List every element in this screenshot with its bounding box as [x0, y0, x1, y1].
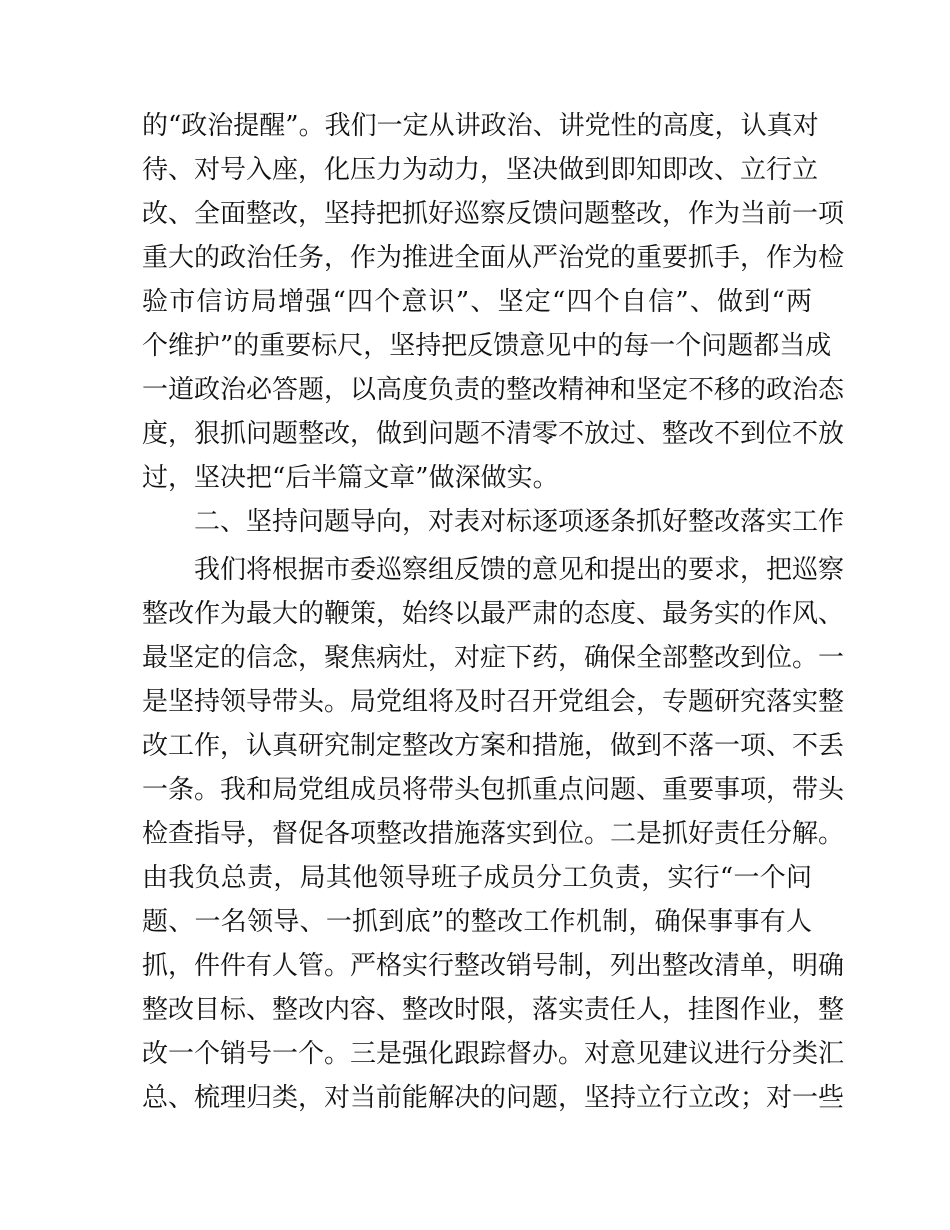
text-line: 待、对号入座，化压力为动力，坚决做到即知即改、立行立 — [142, 155, 819, 185]
text-line: 整改目标、整改内容、整改时限，落实责任人，挂图作业，整 — [142, 995, 845, 1025]
text-line: 的“政治提醒”。我们一定从讲政治、讲党性的高度，认真对 — [142, 111, 819, 141]
section-heading: 二、坚持问题导向，对表对标逐项逐条抓好整改落实工作 — [194, 507, 845, 537]
text-line: 过，坚决把“后半篇文章”做深做实。 — [142, 463, 559, 493]
text-line: 一道政治必答题，以高度负责的整改精神和坚定不移的政治态 — [142, 375, 845, 405]
text-line: 重大的政治任务，作为推进全面从严治党的重要抓手，作为检 — [142, 243, 845, 273]
text-line: 总、梳理归类，对当前能解决的问题，坚持立行立改；对一些 — [142, 1083, 845, 1113]
text-line: 改工作，认真研究制定整改方案和措施，做到不落一项、不丢 — [142, 731, 845, 761]
text-line: 我们将根据市委巡察组反馈的意见和提出的要求，把巡察 — [194, 555, 845, 585]
text-line: 最坚定的信念，聚焦病灶，对症下药，确保全部整改到位。一 — [142, 643, 845, 673]
text-line: 改一个销号一个。三是强化跟踪督办。对意见建议进行分类汇 — [142, 1039, 845, 1069]
text-line: 改、全面整改，坚持把抓好巡察反馈问题整改，作为当前一项 — [142, 199, 845, 229]
text-line: 验市信访局增强“四个意识”、坚定“四个自信”、做到“两 — [142, 287, 812, 317]
text-line: 一条。我和局党组成员将带头包抓重点问题、重要事项，带头 — [142, 775, 845, 805]
text-line: 整改作为最大的鞭策，始终以最严肃的态度、最务实的作风、 — [142, 599, 845, 629]
text-line: 题、一名领导、一抓到底”的整改工作机制，确保事事有人 — [142, 907, 812, 937]
text-line: 由我负总责，局其他领导班子成员分工负责，实行“一个问 — [142, 863, 812, 893]
text-line: 抓，件件有人管。严格实行整改销号制，列出整改清单，明确 — [142, 951, 845, 981]
text-line: 是坚持领导带头。局党组将及时召开党组会，专题研究落实整 — [142, 687, 845, 717]
text-line: 个维护”的重要标尺，坚持把反馈意见中的每一个问题都当成 — [142, 331, 832, 361]
text-line: 度，狠抓问题整改，做到问题不清零不放过、整改不到位不放 — [142, 419, 845, 449]
text-line: 检查指导，督促各项整改措施落实到位。二是抓好责任分解。 — [142, 819, 845, 849]
